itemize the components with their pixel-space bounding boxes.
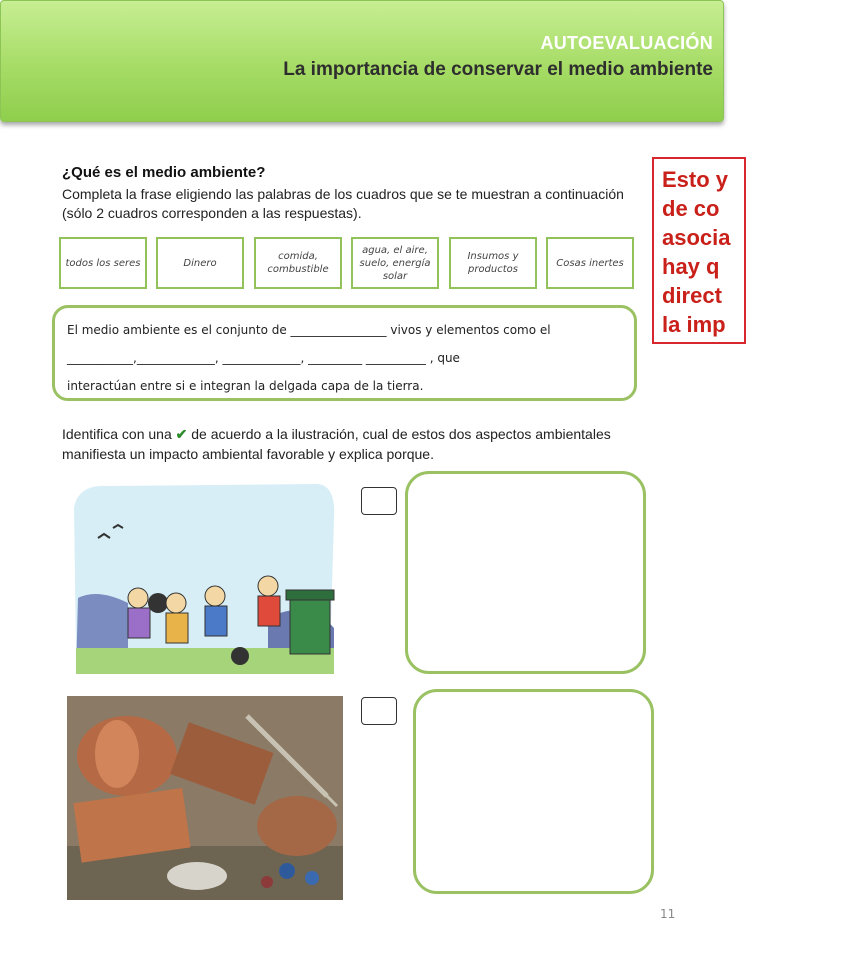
checkmark-icon: ✔ [175, 426, 188, 442]
word-box-1[interactable]: todos los seres [59, 237, 147, 289]
sentence-box[interactable] [52, 305, 637, 401]
side-note-box [652, 157, 746, 344]
answer-box-1[interactable] [405, 471, 646, 674]
word-box-5[interactable]: Insumos y productos [449, 237, 537, 289]
answer-checkbox-1[interactable] [361, 487, 397, 515]
header-title: AUTOEVALUACIÓN [540, 33, 713, 53]
identify-text-after: de acuerdo a la ilustración, cual de estos dos aspectos ambientales manifiesta un impacto ambiental favorable y explica porque. [62, 426, 611, 462]
sentence-line-3: interactúan entre si e integran la delgada capa de la tierra. [67, 379, 424, 393]
illustration-trash-collection [68, 478, 340, 678]
identify-instruction [62, 424, 622, 464]
page-number: 11 [660, 907, 676, 921]
answer-box-2[interactable] [413, 689, 654, 894]
question-title: ¿Qué es el medio ambiente? [62, 164, 266, 181]
header-banner [0, 0, 724, 122]
word-box-6[interactable]: Cosas inertes [546, 237, 634, 289]
word-box-3[interactable]: comida, combustible [254, 237, 342, 289]
word-box-4[interactable]: agua, el aire, suelo, energía solar [351, 237, 439, 289]
question-instruction: Completa la frase eligiendo las palabras de los cuadros que se te muestran a continuación (sólo 2 cuadros corresponden a las respuestas). [62, 186, 624, 221]
sentence-line-2: ___________,_____________, _____________, _________ __________ , que [67, 351, 460, 365]
header-subtitle: La importancia de conservar el medio ambiente [283, 59, 713, 80]
photo-rusty-barrels [67, 696, 343, 900]
sentence-line-1: El medio ambiente es el conjunto de ________________ vivos y elementos como el [67, 323, 551, 337]
identify-text-before: Identifica con una [62, 426, 176, 442]
side-note-text: Esto y de co asocia hay q direct la imp [662, 167, 731, 337]
word-box-2[interactable]: Dinero [156, 237, 244, 289]
answer-checkbox-2[interactable] [361, 697, 397, 725]
